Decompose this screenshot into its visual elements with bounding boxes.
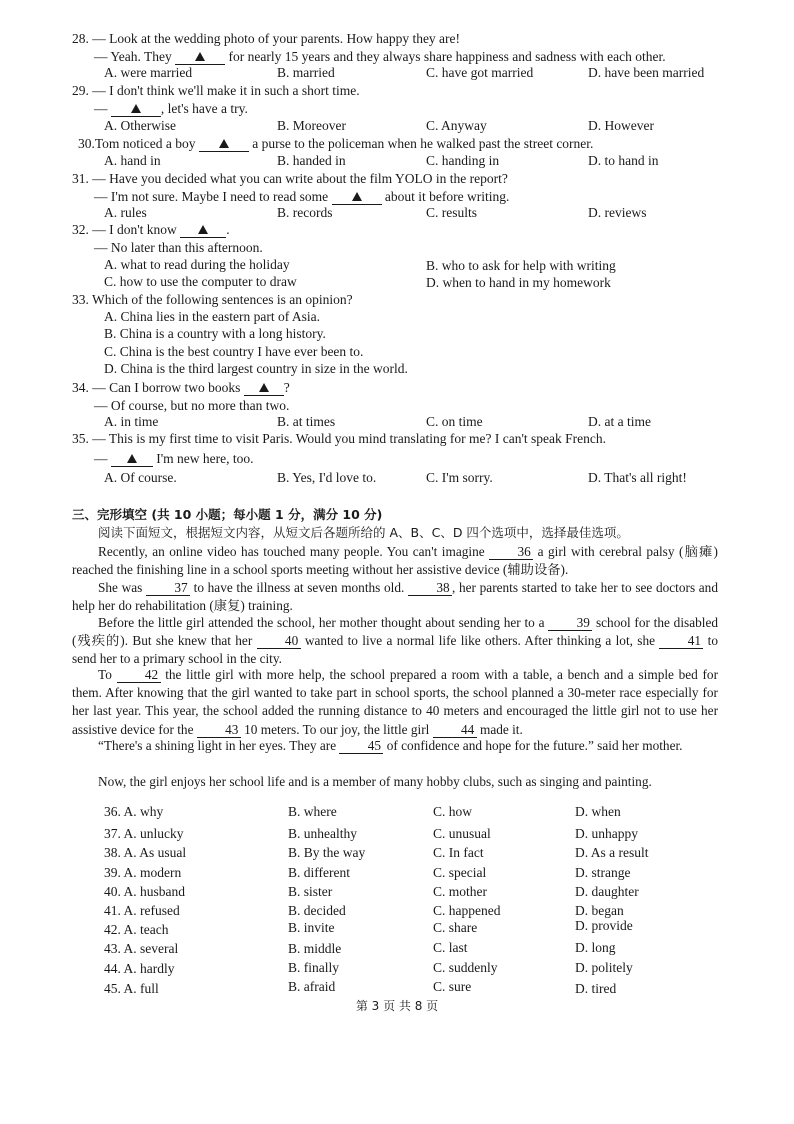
option-c: C. Anyway bbox=[426, 118, 487, 133]
question-31-line2: — I'm not sure. Maybe I need to read some about it before writing. bbox=[94, 189, 510, 204]
option-b: B. China is a country with a long history. bbox=[104, 326, 326, 341]
cloze-option: D. unhappy bbox=[575, 826, 638, 841]
answer-blank bbox=[175, 50, 225, 65]
question-31: 31. — Have you decided what you can write about the film YOLO in the report? bbox=[72, 171, 508, 186]
answer-blank bbox=[180, 223, 226, 238]
cloze-option: B. invite bbox=[288, 920, 335, 935]
question-34: 34. — Can I borrow two books ? bbox=[72, 380, 290, 395]
question-32-line2: — No later than this afternoon. bbox=[94, 240, 263, 255]
option-c: C. on time bbox=[426, 414, 483, 429]
answer-blank bbox=[244, 381, 284, 396]
option-d: D. to hand in bbox=[588, 153, 659, 168]
cloze-option: 43. A. several bbox=[104, 941, 179, 956]
blank-36: 36 bbox=[489, 545, 533, 560]
answer-blank bbox=[332, 190, 382, 205]
cloze-option: D. tired bbox=[575, 981, 617, 996]
answer-blank bbox=[199, 137, 249, 152]
cloze-option: C. unusual bbox=[433, 826, 491, 841]
option-d: D. have been married bbox=[588, 65, 705, 80]
option-a: A. hand in bbox=[104, 153, 161, 168]
question-32: 32. — I don't know . bbox=[72, 222, 230, 237]
cloze-option: B. afraid bbox=[288, 979, 336, 994]
cloze-option: B. sister bbox=[288, 884, 333, 899]
option-d: D. That's all right! bbox=[588, 470, 687, 485]
cloze-option: C. mother bbox=[433, 884, 487, 899]
option-b: B. handed in bbox=[277, 153, 346, 168]
blank-38: 38 bbox=[408, 581, 452, 596]
question-35-line2: — I'm new here, too. bbox=[94, 451, 254, 466]
answer-blank bbox=[111, 452, 153, 467]
cloze-paragraph-6: Now, the girl enjoys her school life and is a member of many hobby clubs, such as singing and painting. bbox=[98, 774, 652, 789]
option-a: A. were married bbox=[104, 65, 193, 80]
option-d: D. when to hand in my homework bbox=[426, 275, 611, 290]
cloze-option: 39. A. modern bbox=[104, 865, 182, 880]
triangle-icon bbox=[352, 192, 362, 201]
cloze-paragraph-1: Recently, an online video has touched many people. You can't imagine 36 a girl with cerebral palsy (脑瘫) reached the finishing line in a school sports meeting without her assistive device (辅助设备). bbox=[72, 544, 718, 578]
cloze-paragraph-4: To 42 the little girl with more help, the school prepared a room with a table, a bench and a simple bed for them. After knowing that the girl wanted to take part in school sports, the school planned a 30-meter race especially for her last year. This year, the school added the running distance to 40 meters and encouraged the little girl not to use her assistive device for the 43 10 meters. To our joy, the little girl 44 made it. bbox=[72, 667, 719, 737]
blank-40: 40 bbox=[257, 634, 301, 649]
cloze-option: 36. A. why bbox=[104, 804, 164, 819]
question-33: 33. Which of the following sentences is an opinion? bbox=[72, 292, 353, 307]
cloze-option: 37. A. unlucky bbox=[104, 826, 184, 841]
cloze-option: B. where bbox=[288, 804, 337, 819]
option-b: B. at times bbox=[277, 414, 336, 429]
option-a: A. what to read during the holiday bbox=[104, 257, 290, 272]
cloze-option: D. began bbox=[575, 903, 624, 918]
option-b: B. Yes, I'd love to. bbox=[277, 470, 377, 485]
cloze-option: D. strange bbox=[575, 865, 631, 880]
cloze-option: 38. A. As usual bbox=[104, 845, 187, 860]
cloze-option: D. politely bbox=[575, 960, 633, 975]
cloze-option: B. By the way bbox=[288, 845, 366, 860]
option-c: C. have got married bbox=[426, 65, 534, 80]
triangle-icon bbox=[127, 454, 137, 463]
blank-44: 44 bbox=[433, 723, 477, 738]
blank-45: 45 bbox=[339, 739, 383, 754]
page-footer: 第 3 页 共 8 页 bbox=[355, 999, 439, 1013]
question-28-line2: — Yeah. They for nearly 15 years and they always share happiness and sadness with each other. bbox=[94, 49, 666, 64]
cloze-option: C. last bbox=[433, 940, 468, 955]
option-c: C. handing in bbox=[426, 153, 500, 168]
cloze-option: D. when bbox=[575, 804, 621, 819]
option-a: A. in time bbox=[104, 414, 159, 429]
cloze-option: D. long bbox=[575, 940, 616, 955]
question-35: 35. — This is my first time to visit Paris. Would you mind translating for me? I can't speak French. bbox=[72, 431, 607, 446]
option-c: C. I'm sorry. bbox=[426, 470, 493, 485]
question-29-line2: — , let's have a try. bbox=[94, 101, 248, 116]
cloze-option: C. suddenly bbox=[433, 960, 498, 975]
cloze-option: 40. A. husband bbox=[104, 884, 185, 899]
cloze-option: C. share bbox=[433, 920, 478, 935]
cloze-option: B. middle bbox=[288, 941, 342, 956]
option-c: C. how to use the computer to draw bbox=[104, 274, 297, 289]
cloze-option: 45. A. full bbox=[104, 981, 159, 996]
option-b: B. records bbox=[277, 205, 333, 220]
option-a: A. China lies in the eastern part of Asia. bbox=[104, 309, 320, 324]
blank-37: 37 bbox=[146, 581, 190, 596]
cloze-paragraph-3: Before the little girl attended the school, her mother thought about sending her to a 39 school for the disabled (残疾的). But she knew that her 40 wanted to live a normal life like others. After thinking a lot, she 41 to send her to a primary school in the city. bbox=[72, 615, 719, 667]
option-d: D. China is the third largest country in size in the world. bbox=[104, 361, 408, 376]
triangle-icon bbox=[198, 225, 208, 234]
blank-43: 43 bbox=[197, 723, 241, 738]
option-a: A. rules bbox=[104, 205, 147, 220]
question-29: 29. — I don't think we'll make it in such a short time. bbox=[72, 83, 360, 98]
cloze-paragraph-2: She was 37 to have the illness at seven months old. 38 , her parents started to take her to see doctors and help her do rehabilitation (康复) training. bbox=[72, 580, 718, 614]
option-b: B. Moreover bbox=[277, 118, 346, 133]
option-a: A. Of course. bbox=[104, 470, 177, 485]
option-c: C. results bbox=[426, 205, 478, 220]
triangle-icon bbox=[259, 383, 269, 392]
question-34-line2: — Of course, but no more than two. bbox=[94, 398, 290, 413]
option-d: D. at a time bbox=[588, 414, 651, 429]
blank-42: 42 bbox=[117, 668, 161, 683]
option-a: A. Otherwise bbox=[104, 118, 176, 133]
option-b: B. married bbox=[277, 65, 335, 80]
cloze-option: C. happened bbox=[433, 903, 501, 918]
option-c: C. China is the best country I have ever been to. bbox=[104, 344, 364, 359]
section-title: 三、完形填空 (共 10 小题；每小题 1 分，满分 10 分) bbox=[72, 507, 383, 522]
cloze-paragraph-5: “There's a shining light in her eyes. They are 45 of confidence and hope for the future.” said her mother. bbox=[98, 738, 683, 753]
option-d: D. reviews bbox=[588, 205, 647, 220]
cloze-option: B. decided bbox=[288, 903, 346, 918]
blank-39: 39 bbox=[548, 616, 592, 631]
triangle-icon bbox=[131, 104, 141, 113]
cloze-option: B. unhealthy bbox=[288, 826, 357, 841]
cloze-option: D. provide bbox=[575, 918, 633, 933]
cloze-option: C. sure bbox=[433, 979, 472, 994]
cloze-option: B. finally bbox=[288, 960, 339, 975]
cloze-option: D. As a result bbox=[575, 845, 649, 860]
triangle-icon bbox=[219, 139, 229, 148]
cloze-option: C. In fact bbox=[433, 845, 484, 860]
question-30: 30.Tom noticed a boy a purse to the policeman when he walked past the street corner. bbox=[78, 136, 594, 151]
option-b: B. who to ask for help with writing bbox=[426, 258, 616, 273]
section-instruction: 阅读下面短文，根据短文内容，从短文后各题所给的 A、B、C、D 四个选项中，选择最佳选项。 bbox=[98, 525, 629, 540]
cloze-option: 42. A. teach bbox=[104, 922, 169, 937]
cloze-option: 44. A. hardly bbox=[104, 961, 175, 976]
option-d: D. However bbox=[588, 118, 654, 133]
cloze-option: 41. A. refused bbox=[104, 903, 180, 918]
answer-blank bbox=[111, 102, 161, 117]
cloze-option: C. special bbox=[433, 865, 487, 880]
blank-41: 41 bbox=[659, 634, 703, 649]
triangle-icon bbox=[195, 52, 205, 61]
cloze-option: D. daughter bbox=[575, 884, 639, 899]
cloze-option: C. how bbox=[433, 804, 473, 819]
question-28: 28. — Look at the wedding photo of your parents. How happy they are! bbox=[72, 31, 461, 46]
cloze-option: B. different bbox=[288, 865, 350, 880]
